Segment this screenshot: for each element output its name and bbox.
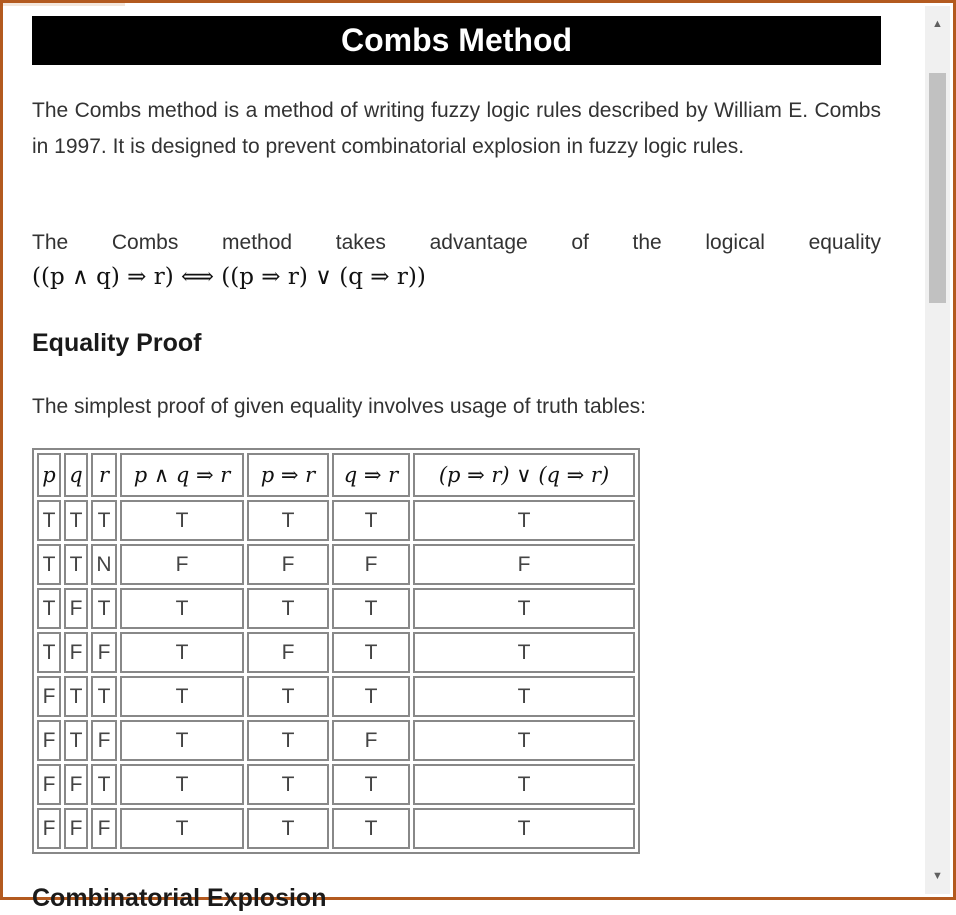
truth-table-cell: F [64, 588, 88, 629]
truth-table-cell: T [120, 720, 244, 761]
truth-table-cell: T [413, 632, 635, 673]
truth-table-cell: T [413, 676, 635, 717]
truth-table-cell: T [332, 764, 410, 805]
content-area [3, 3, 925, 912]
scroll-down-icon[interactable]: ▼ [932, 870, 943, 882]
proof-paragraph: The simplest proof of given equality involves usage of truth tables: [32, 395, 647, 418]
scrollbar-thumb[interactable] [929, 73, 946, 303]
truth-table-cell: T [247, 676, 329, 717]
truth-table-cell: F [37, 720, 61, 761]
equality-formula: ((p ∧ q) ⇒ r) ⟺ ((p ⇒ r) ∨ (q ⇒ r)) [32, 264, 426, 290]
truth-table-row [37, 808, 635, 849]
truth-table-cell: T [413, 588, 635, 629]
equality-word: takes [335, 231, 386, 254]
truth-table-cell: T [120, 676, 244, 717]
truth-table-cell: T [64, 676, 88, 717]
truth-table-cell: T [120, 588, 244, 629]
vertical-scrollbar[interactable] [925, 6, 950, 894]
equality-word: The [32, 231, 69, 254]
truth-table-cell: T [37, 632, 61, 673]
truth-table-cell: T [91, 588, 117, 629]
truth-table-cell: T [413, 720, 635, 761]
truth-table-cell: T [91, 676, 117, 717]
truth-table-cell: F [413, 544, 635, 585]
truth-table-cell: T [332, 676, 410, 717]
truth-table-cell: T [332, 500, 410, 541]
truth-table-cell: T [64, 720, 88, 761]
truth-table-cell: T [247, 500, 329, 541]
truth-table-cell: F [37, 676, 61, 717]
truth-table-row [37, 720, 635, 761]
truth-table-cell: T [37, 500, 61, 541]
truth-table-cell: T [120, 632, 244, 673]
truth-table-cell: T [247, 764, 329, 805]
truth-table-row [37, 588, 635, 629]
truth-table-header-row [37, 453, 635, 497]
equality-sentence [32, 225, 881, 261]
equality-word: logical [705, 231, 765, 254]
truth-table-cell: T [37, 544, 61, 585]
truth-table-cell: T [120, 764, 244, 805]
truth-table-cell: F [120, 544, 244, 585]
truth-table-row [37, 676, 635, 717]
equality-word: equality [808, 231, 881, 254]
truth-table-cell: T [332, 632, 410, 673]
truth-table-cell: N [91, 544, 117, 585]
truth-table-cell: T [64, 544, 88, 585]
equality-word: method [222, 231, 293, 254]
truth-table-cell: F [247, 632, 329, 673]
truth-table-cell: T [413, 500, 635, 541]
page-title: Combs Method [32, 16, 881, 65]
truth-table-row [37, 764, 635, 805]
header-p-implies-r: p ⇒ r [247, 453, 329, 497]
truth-table-cell: F [91, 720, 117, 761]
truth-table-cell: T [64, 500, 88, 541]
truth-table-body [37, 500, 635, 849]
truth-table-row [37, 632, 635, 673]
header-r: r [91, 453, 117, 497]
truth-table-cell: T [37, 588, 61, 629]
intro-paragraph: The Combs method is a method of writing fuzzy logic rules described by William E. Combs in 1997. It is designed to prevent combinatorial explosion in fuzzy logic rules. [32, 99, 881, 158]
truth-table-cell: T [247, 808, 329, 849]
header-q: q [64, 453, 88, 497]
truth-table-cell: T [247, 588, 329, 629]
truth-table-cell: T [91, 500, 117, 541]
header-p: p [37, 453, 61, 497]
next-section-heading: Combinatorial Explosion [32, 884, 327, 912]
header-p-and-q-implies-r: p ∧ q ⇒ r [120, 453, 244, 497]
truth-table-cell: F [332, 720, 410, 761]
scroll-up-icon[interactable]: ▲ [932, 18, 943, 30]
truth-table-cell: T [332, 808, 410, 849]
truth-table-cell: F [91, 808, 117, 849]
equality-word: Combs [111, 231, 179, 254]
truth-table [32, 448, 640, 854]
truth-table-cell: F [64, 764, 88, 805]
equality-word: the [632, 231, 662, 254]
truth-table-cell: F [64, 632, 88, 673]
header-q-implies-r: q ⇒ r [332, 453, 410, 497]
truth-table-cell: F [91, 632, 117, 673]
truth-table-cell: F [64, 808, 88, 849]
truth-table-cell: T [120, 500, 244, 541]
section-heading: Equality Proof [32, 329, 202, 357]
header-disjunction: (p ⇒ r) ∨ (q ⇒ r) [413, 453, 635, 497]
truth-table-cell: T [413, 808, 635, 849]
truth-table-cell: T [413, 764, 635, 805]
equality-word: advantage [429, 231, 528, 254]
truth-table-cell: F [332, 544, 410, 585]
equality-word: of [571, 231, 589, 254]
truth-table-cell: T [247, 720, 329, 761]
truth-table-cell: F [247, 544, 329, 585]
truth-table-cell: T [120, 808, 244, 849]
truth-table-cell: T [91, 764, 117, 805]
truth-table-row [37, 544, 635, 585]
truth-table-row [37, 500, 635, 541]
truth-table-cell: F [37, 808, 61, 849]
truth-table-cell: F [37, 764, 61, 805]
truth-table-cell: T [332, 588, 410, 629]
